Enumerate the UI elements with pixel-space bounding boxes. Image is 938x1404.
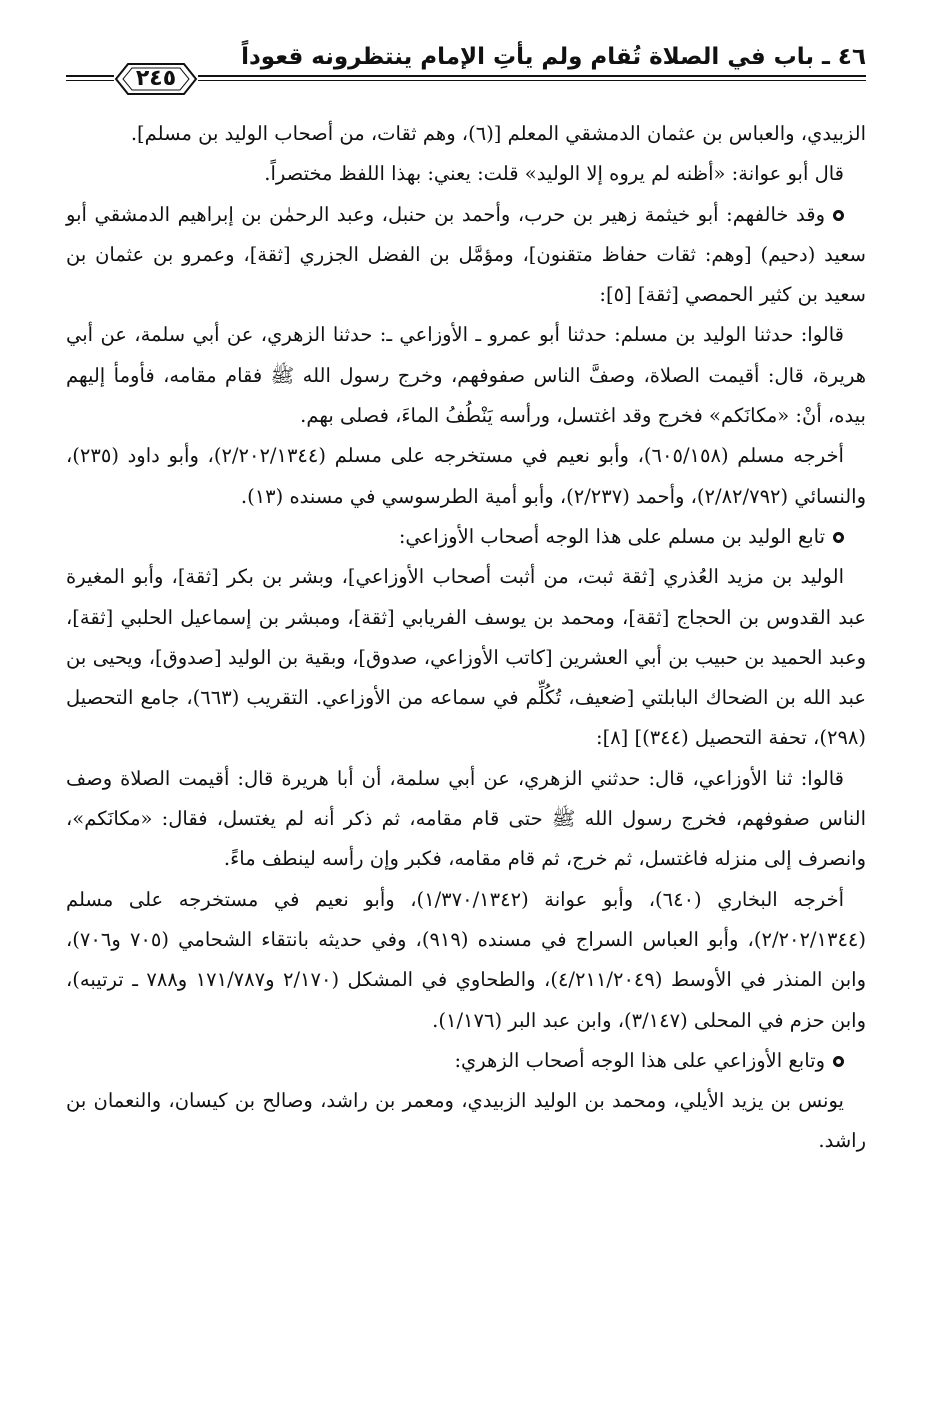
page-number-badge: [114, 62, 198, 96]
chapter-title: ٤٦ ـ باب في الصلاة تُقام ولم يأتِ الإمام ينتظرونه قعوداً: [241, 44, 866, 70]
paragraph-text: قالوا: حدثنا الوليد بن مسلم: حدثنا أبو عمرو ـ الأوزاعي ـ: حدثنا الزهري، عن أبي سلمة، عن أبي هريرة، قال: أقيمت الصلاة، وصفَّ الناس صفوفهم، وخرج رسول الله ﷺ فقام مقامه، فأومأ إليهم بيده، أنْ: «مكانَكم» فخرج وقد اغتسل، ورأسه يَنْطُفُ الماءَ، فصلى بهم.: [66, 323, 866, 428]
section-marker-icon: [833, 532, 844, 543]
paragraph: [66, 517, 866, 557]
paragraph-text: قال أبو عوانة: «أظنه لم يروه إلا الوليد» قلت: يعني: بهذا اللفظ مختصراً.: [264, 162, 844, 186]
page-header: [66, 34, 866, 126]
paragraph: [66, 1081, 866, 1162]
paragraph: [66, 759, 866, 880]
paragraph-text: الوليد بن مزيد العُذري [ثقة ثبت، من أثبت أصحاب الأوزاعي]، وبشر بن بكر [ثقة]، وأبو المغيرة عبد القدوس بن الحجاج [ثقة]، ومحمد بن يوسف الفريابي [ثقة]، ومبشر بن إسماعيل الحلبي [ثقة]، وعبد الحميد بن حبيب بن أبي العشرين [كاتب الأوزاعي، صدوق]، وبقية بن الوليد [صدوق]، ويحيى بن عبد الله بن الضحاك البابلتي [ضعيف، تُكُلِّم في سماعه من الأوزاعي. التقريب (٦٦٣)، جامع التحصيل (٢٩٨)، تحفة التحصيل (٣٤٤)] [٨]:: [66, 565, 866, 750]
paragraph-text: يونس بن يزيد الأيلي، ومحمد بن الوليد الزبيدي، ومعمر بن راشد، وصالح بن كيسان، والنعمان بن راشد.: [66, 1089, 866, 1153]
page-number: ٢٤٥: [135, 66, 177, 91]
paragraph-text: أخرجه البخاري (٦٤٠)، وأبو عوانة (١/٣٧٠/١٣٤٢)، وأبو نعيم في مستخرجه على مسلم (٢/٢٠٢/١٣٤٤)، وأبو العباس السراج في مسنده (٩١٩)، وفي حديثه بانتقاء الشحامي (٧٠٥ و٧٠٦)، وابن المنذر في الأوسط (٤/٢١١/٢٠٤٩)، والطحاوي في المشكل (٢/١٧٠ و١٧١/٧٨٧ و٧٨٨ ـ ترتيبه)، وابن حزم في المحلى (٣/١٤٧)، وابن عبد البر (١/١٧٦).: [66, 887, 867, 1032]
paragraph-text: الزبيدي، والعباس بن عثمان الدمشقي المعلم [(٦)، وهم ثقات، من أصحاب الوليد بن مسلم].: [130, 122, 866, 145]
paragraph: [66, 195, 866, 316]
paragraph: [66, 1041, 866, 1081]
paragraph-text: قالوا: ثنا الأوزاعي، قال: حدثني الزهري، عن أبي سلمة، أن أبا هريرة قال: أقيمت الصلاة وصف الناس صفوفهم، فخرج رسول الله ﷺ حتى قام مقامه، ثم ذكر أنه لم يغتسل، فقال: «مكانَكم»، وانصرف إلى منزله فاغتسل، ثم خرج، ثم قام مقامه، فكبر وإن رأسه لينطف ماءً.: [66, 766, 866, 871]
paragraph: [66, 557, 866, 758]
paragraph: [66, 880, 866, 1041]
paragraph: [66, 154, 866, 194]
section-marker-icon: [833, 210, 844, 221]
body-text: [66, 114, 866, 1162]
paragraph-text: وتابع الأوزاعي على هذا الوجه أصحاب الزهري:: [454, 1048, 825, 1072]
section-marker-icon: [833, 1056, 844, 1067]
paragraph-text: وقد خالفهم: أبو خيثمة زهير بن حرب، وأحمد بن حنبل، وعبد الرحمٰن بن إبراهيم الدمشقي أبو سعيد (دحيم) [وهم: ثقات حفاظ متقنون]، ومؤمَّل بن الفضل الجزري [ثقة]، وعمرو بن عثمان بن سعيد بن كثير الحمصي [ثقة] [٥]:: [66, 202, 866, 307]
paragraph-text: أخرجه مسلم (٦٠٥/١٥٨)، وأبو نعيم في مستخرجه على مسلم (٢/٢٠٢/١٣٤٤)، وأبو داود (٢٣٥)، والنسائي (٢/٨٢/٧٩٢)، وأحمد (٢/٢٣٧)، وأبو أمية الطرسوسي في مسنده (١٣).: [66, 444, 866, 508]
paragraph-text: تابع الوليد بن مسلم على هذا الوجه أصحاب الأوزاعي:: [398, 524, 825, 548]
paragraph: [66, 315, 866, 436]
paragraph: [66, 436, 866, 517]
